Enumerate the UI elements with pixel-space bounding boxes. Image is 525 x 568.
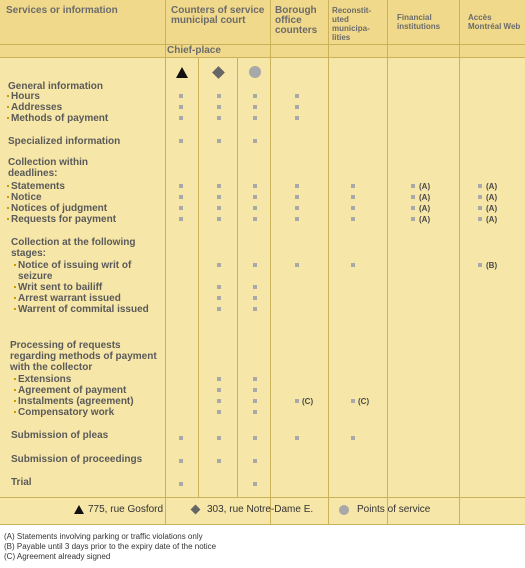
marker	[253, 296, 257, 300]
marker	[411, 206, 415, 210]
section-pleas: Submission of pleas	[11, 430, 109, 441]
marker	[179, 436, 183, 440]
marker	[217, 377, 221, 381]
marker	[253, 116, 257, 120]
legend-notre-dame: 303, rue Notre-Dame E.	[207, 504, 314, 515]
header-municipal-court: Counters of service municipal court	[171, 5, 265, 26]
grid-line	[198, 57, 199, 497]
section-processing: Processing of requests regarding methods of payment with the collector	[10, 340, 157, 373]
marker	[351, 217, 355, 221]
grid-line	[165, 0, 166, 524]
marker	[351, 195, 355, 199]
marker	[253, 105, 257, 109]
item-warrent-commital: Warrent of commital issued	[18, 304, 149, 315]
marker	[179, 139, 183, 143]
item-notice: Notice	[11, 192, 42, 203]
marker	[217, 206, 221, 210]
marker	[217, 184, 221, 188]
marker	[217, 105, 221, 109]
header-reconstituted: Reconstit-uted municipa-lities	[332, 6, 372, 42]
tag-a: (A)	[486, 182, 498, 191]
grid-line	[0, 497, 525, 498]
marker	[351, 263, 355, 267]
marker	[295, 116, 299, 120]
item-notices-judgment: Notices of judgment	[11, 203, 108, 214]
header-financial: Financial institutions	[397, 13, 441, 31]
item-addresses: Addresses	[11, 102, 63, 113]
marker	[179, 217, 183, 221]
marker	[295, 206, 299, 210]
marker	[179, 459, 183, 463]
marker	[295, 94, 299, 98]
marker	[179, 116, 183, 120]
tag-a: (A)	[419, 182, 431, 191]
marker	[179, 195, 183, 199]
section-collection-deadlines: Collection within deadlines:	[8, 157, 88, 179]
marker	[179, 206, 183, 210]
grid-line	[328, 0, 329, 524]
marker	[411, 184, 415, 188]
marker	[253, 399, 257, 403]
grid-line	[459, 0, 460, 524]
marker	[253, 139, 257, 143]
tag-c: (C)	[358, 397, 370, 406]
footnote-c: (C) Agreement already signed	[4, 552, 111, 561]
item-extensions: Extensions	[18, 374, 72, 385]
marker	[253, 184, 257, 188]
marker	[217, 94, 221, 98]
circle-icon	[249, 66, 261, 78]
item-hours: Hours	[11, 91, 40, 102]
marker	[295, 436, 299, 440]
item-instalments: Instalments (agreement)	[18, 396, 134, 407]
diamond-icon	[212, 66, 225, 79]
item-requests-payment: Requests for payment	[11, 214, 117, 225]
marker	[217, 388, 221, 392]
tag-b: (B)	[486, 261, 498, 270]
marker	[253, 459, 257, 463]
item-notice-writ: Notice of issuing writ of seizure	[18, 260, 158, 282]
marker	[217, 217, 221, 221]
header-borough: Borough office counters	[275, 5, 318, 36]
item-compensatory: Compensatory work	[18, 407, 115, 418]
marker	[351, 206, 355, 210]
diamond-icon	[191, 505, 201, 515]
marker	[217, 296, 221, 300]
marker	[217, 116, 221, 120]
marker	[217, 285, 221, 289]
marker	[411, 195, 415, 199]
section-general: General information	[8, 81, 104, 92]
marker	[253, 206, 257, 210]
item-methods-payment: Methods of payment	[11, 113, 109, 124]
marker	[253, 307, 257, 311]
grid-line	[270, 0, 271, 524]
legend-points: Points of service	[357, 504, 431, 515]
marker	[253, 377, 257, 381]
marker	[351, 436, 355, 440]
marker	[478, 195, 482, 199]
marker	[478, 184, 482, 188]
tag-c: (C)	[302, 397, 314, 406]
marker	[253, 263, 257, 267]
marker	[351, 184, 355, 188]
item-statements: Statements	[11, 181, 65, 192]
triangle-icon	[176, 67, 188, 78]
marker	[179, 482, 183, 486]
marker	[295, 195, 299, 199]
marker	[478, 206, 482, 210]
marker	[179, 105, 183, 109]
marker	[217, 399, 221, 403]
marker	[253, 482, 257, 486]
grid-line	[237, 57, 238, 497]
tag-a: (A)	[419, 204, 431, 213]
marker	[217, 139, 221, 143]
marker	[217, 410, 221, 414]
section-proceedings: Submission of proceedings	[11, 454, 143, 465]
item-writ-bailiff: Writ sent to bailiff	[18, 282, 103, 293]
marker	[411, 217, 415, 221]
marker	[253, 436, 257, 440]
tag-a: (A)	[486, 215, 498, 224]
marker	[217, 459, 221, 463]
circle-icon	[339, 505, 349, 515]
tag-a: (A)	[486, 193, 498, 202]
legend-gosford: 775, rue Gosford	[88, 504, 164, 515]
grid-line	[0, 57, 525, 58]
header-services: Services or information	[6, 5, 118, 16]
marker	[253, 217, 257, 221]
triangle-icon	[74, 505, 84, 514]
item-arrest-warrant: Arrest warrant issued	[18, 293, 121, 304]
section-specialized: Specialized information	[8, 136, 121, 147]
marker	[253, 94, 257, 98]
marker	[295, 105, 299, 109]
marker	[217, 195, 221, 199]
marker	[217, 436, 221, 440]
footnote-a: (A) Statements involving parking or traffic violations only	[4, 532, 203, 541]
marker	[295, 399, 299, 403]
header-acces-montreal: Accès Montréal Web	[468, 13, 521, 31]
section-collection-stages: Collection at the following stages:	[11, 237, 136, 259]
section-trial: Trial	[11, 477, 32, 488]
marker	[179, 94, 183, 98]
marker	[295, 217, 299, 221]
tag-a: (A)	[419, 193, 431, 202]
marker	[253, 195, 257, 199]
marker	[478, 263, 482, 267]
footnote-b: (B) Payable until 3 days prior to the expiry date of the notice	[4, 542, 217, 551]
header-chief-place: Chief-place	[167, 45, 221, 56]
tag-a: (A)	[486, 204, 498, 213]
marker	[295, 263, 299, 267]
marker	[253, 410, 257, 414]
marker	[179, 184, 183, 188]
marker	[295, 184, 299, 188]
marker	[253, 285, 257, 289]
marker	[478, 217, 482, 221]
marker	[217, 263, 221, 267]
item-agreement-payment: Agreement of payment	[18, 385, 127, 396]
tag-a: (A)	[419, 215, 431, 224]
marker	[253, 388, 257, 392]
grid-line	[387, 0, 388, 524]
marker	[351, 399, 355, 403]
marker	[217, 307, 221, 311]
